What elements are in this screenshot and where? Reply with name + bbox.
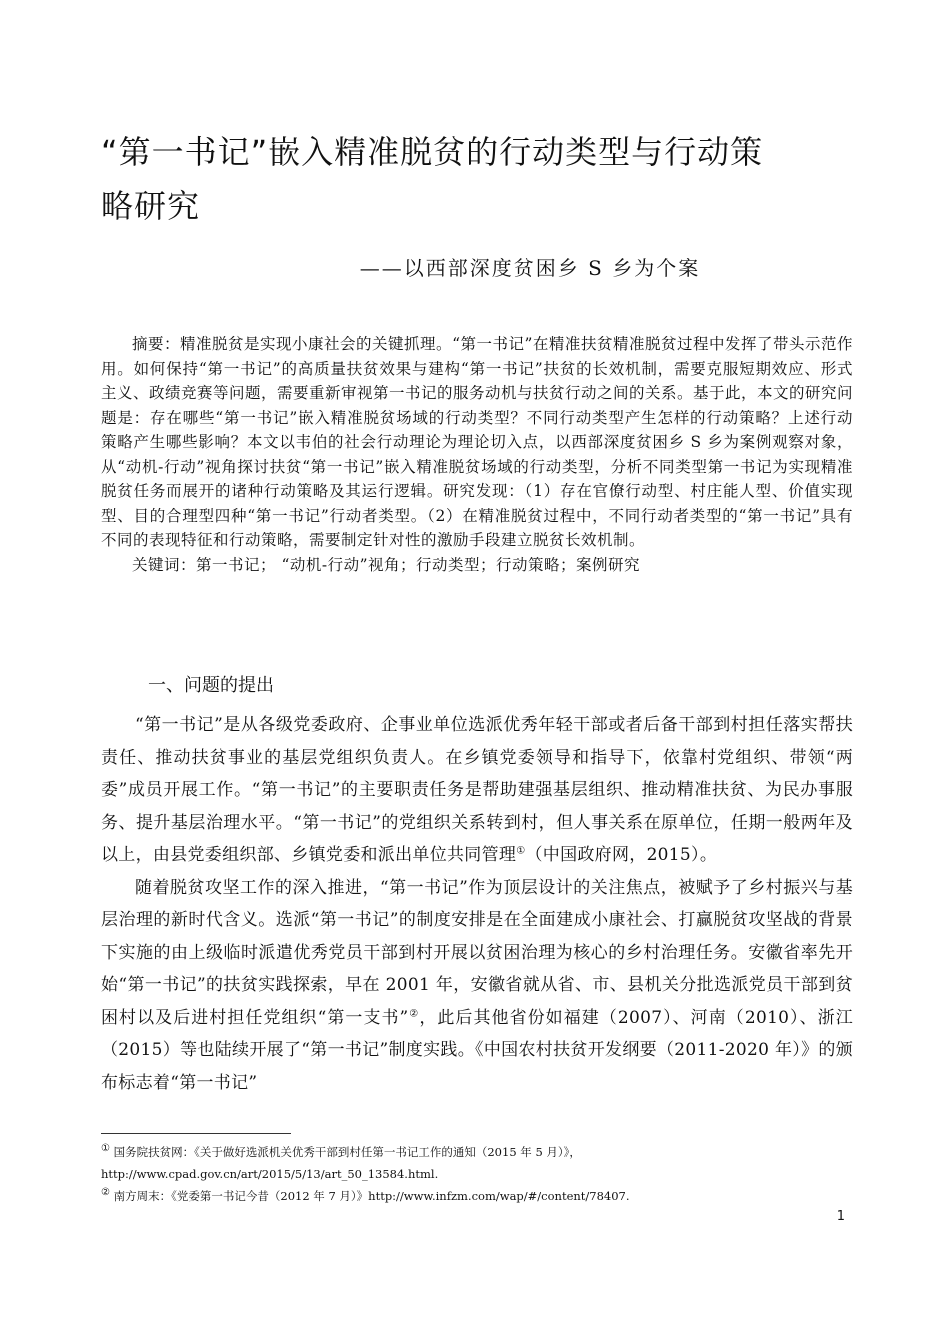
footnote-1-url[interactable]: http://www.cpad.gov.cn/art/2015/5/13/art_50_13584.html. [101,1167,439,1181]
footnote-ref-1[interactable]: ① [516,845,526,857]
footnote-1-line1: 国务院扶贫网：《关于做好选派机关优秀干部到村任第一书记工作的通知（2015 年 5 月）》， [109,1145,581,1159]
paper-title [101,125,861,233]
paper-title-line2: 略研究 [101,187,201,225]
section-heading: 一、问题的提出 [148,675,274,696]
body-paragraph-2 [101,872,853,1100]
abstract-paragraph [101,332,853,553]
abstract-block [101,332,853,577]
keywords-line [101,553,853,578]
footnote-divider [101,1133,291,1134]
paragraph1-text: “第一书记”是从各级党委政府、企事业单位选派优秀年轻干部或者后备干部到村担任落实帮扶责任、推动扶贫事业的基层党组织负责人。在乡镇党委领导和指导下，依靠村党组织、带领“两委”成员开展工作。“第一书记”的主要职责任务是帮助建强基层组织、推动精准扶贫、为民办事服务、提升基层治理水平。“第一书记”的党组织关系转到村，但人事关系在原单位，任期一般两年及以上，由县党委组织部、乡镇党委和派出单位共同管理 [101,715,853,865]
paragraph1-tail: （中国政府网，2015）。 [525,845,718,865]
footnotes [101,1141,853,1207]
body-paragraph-1 [101,709,853,872]
paper-subtitle: ——以西部深度贫困乡 S 乡为个案 [359,256,701,280]
abstract-label: 摘要： [132,335,181,353]
footnote-1 [101,1141,853,1163]
keywords-label: 关键词： [132,555,197,574]
footnote-ref-2[interactable]: ② [408,1007,420,1019]
abstract-text: 精准脱贫是实现小康社会的关键抓理。“第一书记”在精准扶贫精准脱贫过程中发挥了带头示范作用。如何保持“第一书记”的高质量扶贫效果与建构“第一书记”扶贫的长效机制，需要克服短期效应、形式主义、政绩竞赛等问题，需要重新审视第一书记的服务动机与扶贫行动之间的关系。基于此，本文的研究问题是：存在哪些“第一书记”嵌入精准脱贫场域的行动类型？不同行动类型产生怎样的行动策略？上述行动策略产生哪些影响？本文以韦伯的社会行动理论为理论切入点，以西部深度贫困乡 S 乡为案例观察对象，从“动机-行动”视角探讨扶贫“第一书记”嵌入精准脱贫场域的行动类型，分析不同类型第一书记为实现精准脱贫任务而展开的诸种行动策略及其运行逻辑。研究发现：（1）存在官僚行动型、村庄能人型、价值实现型、目的合理型四种“第一书记”行动者类型。（2）在精准脱贫过程中，不同行动者类型的“第一书记”具有不同的表现特征和行动策略，需要制定针对性的激励手段建立脱贫长效机制。 [101,335,854,549]
paper-title-line1: “第一书记”嵌入精准脱贫的行动类型与行动策 [101,133,764,171]
footnote-2-line1: 南方周末：《党委第一书记今昔（2012 年 7 月）》http://www.infzm.com/wap/#/content/78407. [109,1189,630,1203]
paragraph2-part2: ，此后其他省份如福建（2007）、河南（2010）、浙江（2015）等也陆续开展了“第一书记”制度实践。《中国农村扶贫开发纲要（2011-2020 年）》的颁布标志着“第一书记” [101,1007,853,1093]
footnote-2-mark: ② [101,1187,110,1199]
body-text [101,709,853,1099]
footnote-1-mark: ① [101,1143,110,1155]
keywords-text: 第一书记； “动机-行动”视角；行动类型；行动策略；案例研究 [196,555,641,574]
page-number: 1 [836,1209,845,1224]
footnote-2 [101,1185,853,1207]
paragraph2-part1: 随着脱贫攻坚工作的深入推进，“第一书记”作为顶层设计的关注焦点，被赋予了乡村振兴与基层治理的新时代含义。选派“第一书记”的制度安排是在全面建成小康社会、打赢脱贫攻坚战的背景下实施的由上级临时派遣优秀党员干部到村开展以贫困治理为核心的乡村治理任务。安徽省率先开始“第一书记”的扶贫实践探索，早在 2001 年，安徽省就从省、市、县机关分批选派党员干部到贫困村以及后进村担任党组织“第一支书” [101,877,853,1028]
